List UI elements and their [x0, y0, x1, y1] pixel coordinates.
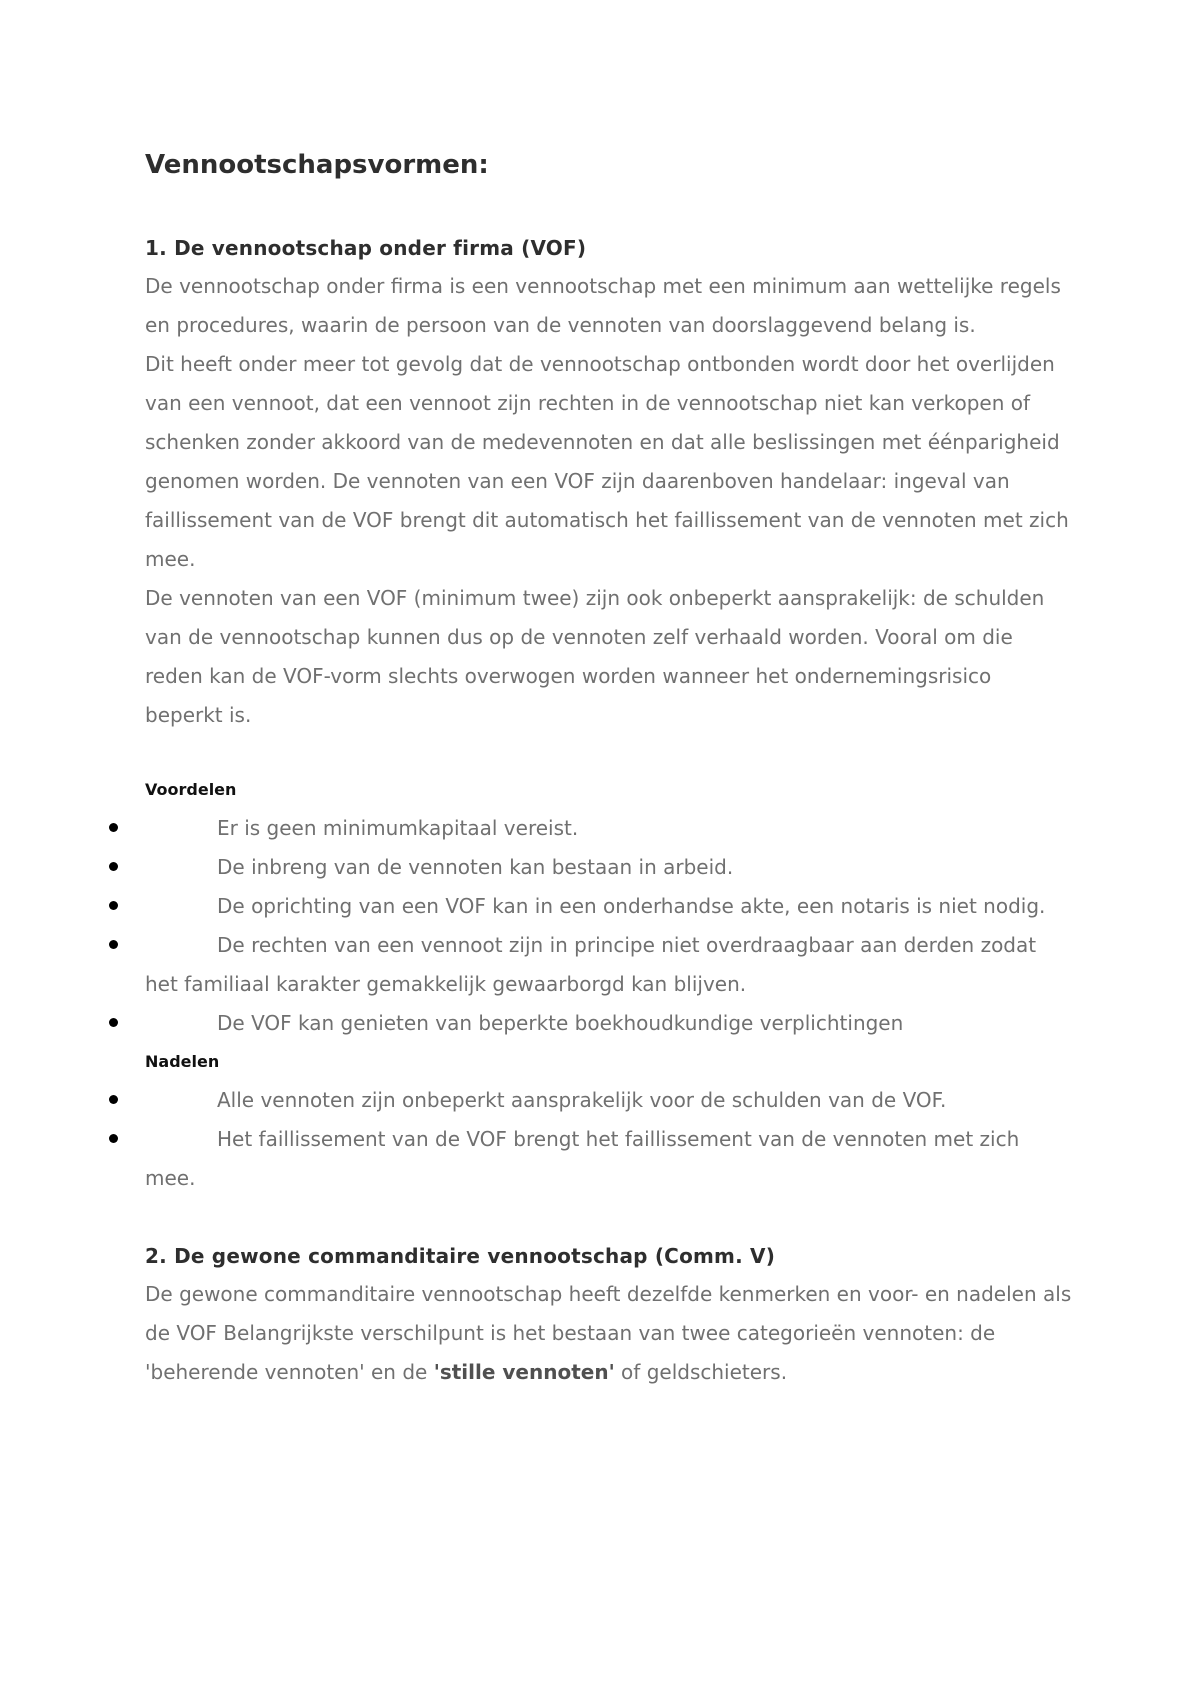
bullet-icon: [109, 1095, 118, 1104]
document-title: Vennootschapsvormen:: [145, 150, 489, 180]
section-1-paragraph-1: De vennootschap onder firma is een vennootschap met een minimum aan wettelijke regels en procedures, waarin de persoon van de vennoten van doorslaggevend belang is.: [145, 274, 1061, 337]
bullet-icon: [109, 823, 118, 832]
section-1-paragraph-3: De vennoten van een VOF (minimum twee) zijn ook onbeperkt aansprakelijk: de schulden van de vennootschap kunnen dus op de vennoten zelf verhaald worden. Vooral om die reden kan de VOF-vorm slechts overwogen worden wanneer het ondernemingsrisico beperkt is.: [145, 586, 1045, 727]
section-2-paragraph: [145, 1275, 1075, 1392]
list-item: [145, 809, 1075, 848]
bullet-icon: [109, 862, 118, 871]
list-item: [145, 1120, 1075, 1198]
list-item: [145, 1004, 1075, 1043]
list-item: [145, 926, 1075, 1004]
list-item: [145, 887, 1075, 926]
advantages-heading: Voordelen: [145, 780, 237, 799]
list-item-text: Er is geen minimumkapitaal vereist.: [217, 816, 579, 840]
section-1-heading: 1. De vennootschap onder firma (VOF): [145, 236, 587, 260]
list-item-text: De VOF kan genieten van beperkte boekhoudkundige verplichtingen: [217, 1011, 904, 1035]
section-2-heading: 2. De gewone commanditaire vennootschap (Comm. V): [145, 1244, 776, 1268]
section-1-paragraph-2: Dit heeft onder meer tot gevolg dat de vennootschap ontbonden wordt door het overlijden van een vennoot, dat een vennoot zijn rechten in de vennootschap niet kan verkopen of schenken zonder akkoord van de medevennoten en dat alle beslissingen met éénparigheid genomen worden. De vennoten van een VOF zijn daarenboven handelaar: ingeval van faillissement van de VOF brengt dit automatisch het faillissement van de vennoten met zich mee.: [145, 352, 1069, 571]
list-item: [145, 1081, 1075, 1120]
document-page: [145, 148, 1075, 1392]
list-item-text: De inbreng van de vennoten kan bestaan in arbeid.: [217, 855, 734, 879]
bullet-icon: [109, 1134, 118, 1143]
bullet-icon: [109, 940, 118, 949]
list-item-text: Het faillissement van de VOF brengt het faillissement van de vennoten met zich mee.: [145, 1127, 1020, 1190]
section-2-bold-term: 'stille vennoten': [433, 1360, 615, 1384]
list-item-text: De rechten van een vennoot zijn in principe niet overdraagbaar aan derden zodat het familiaal karakter gemakkelijk gewaarborgd kan blijven.: [145, 933, 1037, 996]
bullet-icon: [109, 1018, 118, 1027]
disadvantages-heading: Nadelen: [145, 1052, 220, 1071]
section-2: [145, 1237, 1075, 1392]
advantages-list: [145, 809, 1075, 1043]
section-2-text-end: of geldschieters.: [614, 1360, 788, 1384]
disadvantages-list: [145, 1081, 1075, 1198]
section-2-text-start: De gewone commanditaire vennootschap heeft dezelfde kenmerken en voor- en nadelen als de VOF Belangrijkste verschilpunt is het bestaan van twee categorieën vennoten: de 'beherende vennoten' en de: [145, 1282, 1072, 1384]
list-item-text: Alle vennoten zijn onbeperkt aansprakelijk voor de schulden van de VOF.: [217, 1088, 947, 1112]
list-item-text: De oprichting van een VOF kan in een onderhandse akte, een notaris is niet nodig.: [217, 894, 1046, 918]
bullet-icon: [109, 901, 118, 910]
list-item: [145, 848, 1075, 887]
